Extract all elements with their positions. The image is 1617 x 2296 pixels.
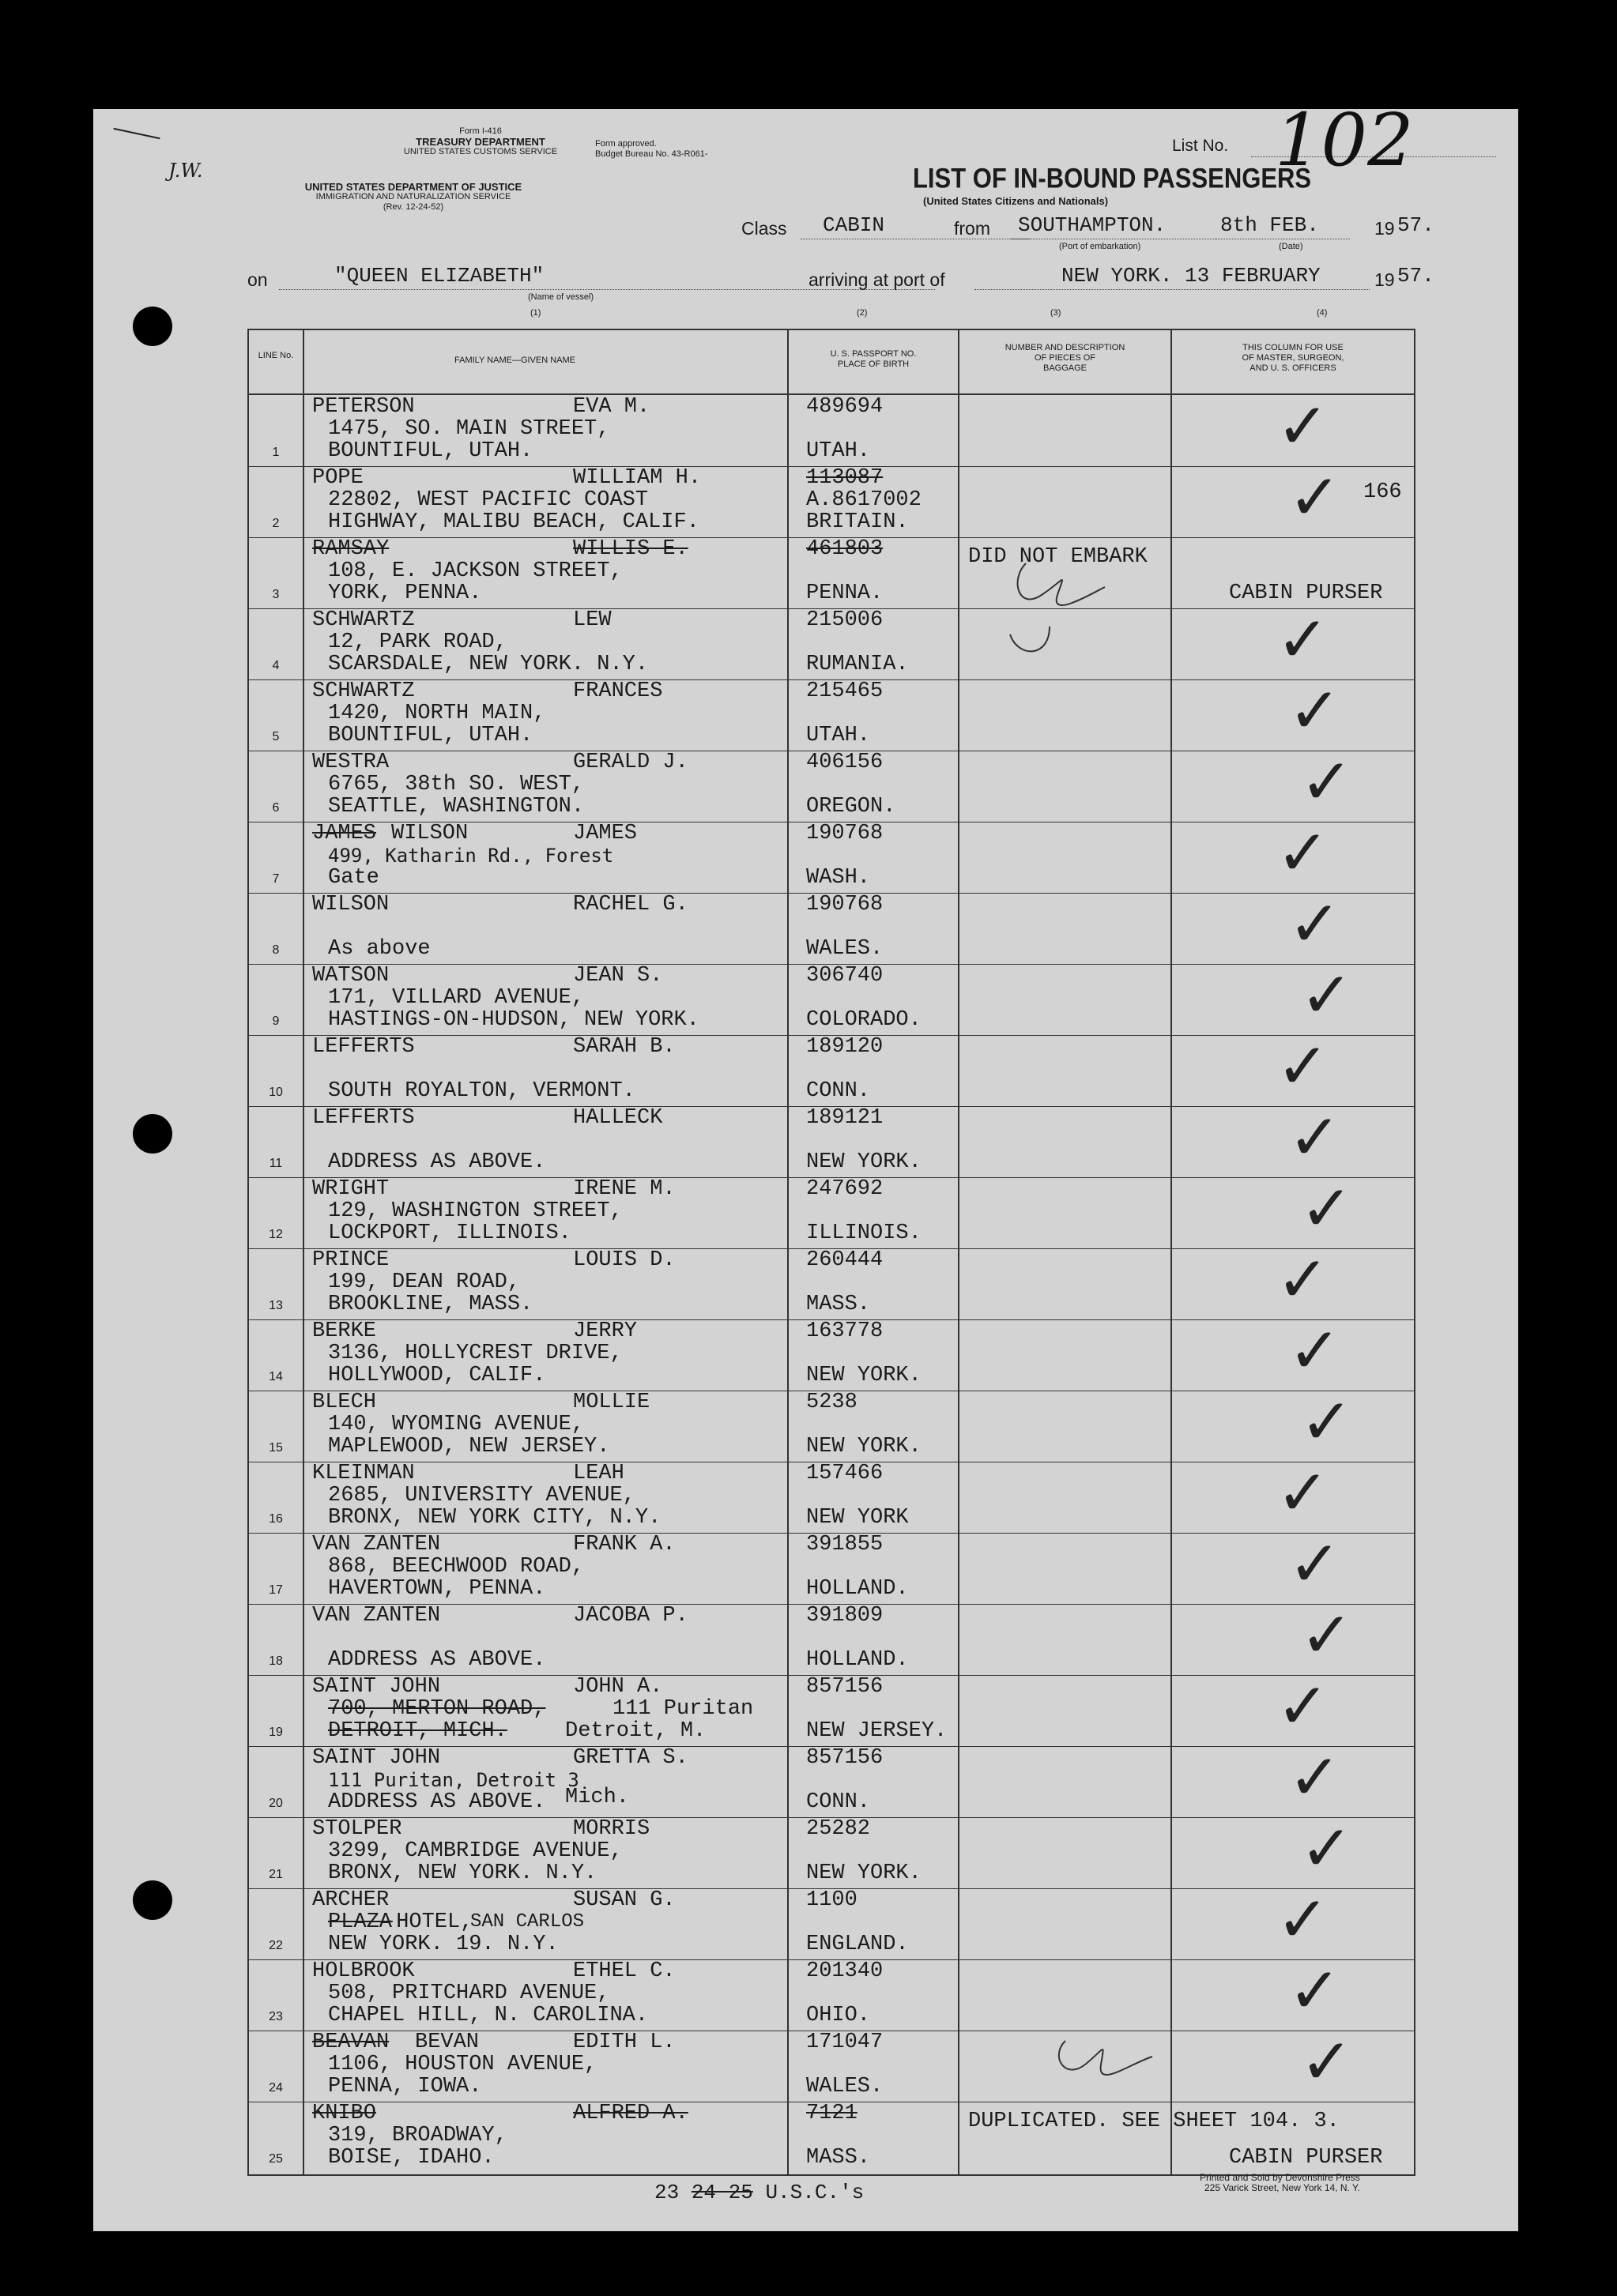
from-value: SOUTHAMPTON. bbox=[1018, 213, 1167, 237]
family-name: ARCHER bbox=[312, 1888, 390, 1912]
table-row bbox=[249, 603, 1414, 680]
page-title: LIST OF IN-BOUND PASSENGERS bbox=[913, 162, 1312, 194]
col-header-officers-label: AND U. S. OFFICERS bbox=[1250, 363, 1336, 373]
address-line-2: SOUTH ROYALTON, VERMONT. bbox=[328, 1079, 635, 1103]
address-line-2: HASTINGS-ON-HUDSON, NEW YORK. bbox=[328, 1008, 699, 1032]
place-of-birth: NEW YORK. bbox=[806, 1861, 922, 1885]
officer-check-mark: ✓ bbox=[1276, 1883, 1330, 1956]
passport-number-correction: A.8617002 bbox=[806, 488, 922, 512]
address-line-1-correction: -HOTEL, bbox=[383, 1910, 473, 1934]
line-number: 6 bbox=[272, 801, 280, 815]
place-of-birth: UTAH. bbox=[806, 724, 871, 747]
baggage-note: DUPLICATED. SEE SHEET 104. 3. bbox=[968, 2110, 1340, 2133]
col-header-baggage-label: OF PIECES OF bbox=[1034, 353, 1095, 363]
officer-check-mark: ✓ bbox=[1276, 1456, 1330, 1530]
given-name: LEW bbox=[573, 608, 612, 632]
list-no-label: List No. bbox=[1172, 137, 1229, 155]
table-row bbox=[249, 1243, 1414, 1320]
family-name-correction: WILSON bbox=[391, 822, 469, 845]
family-name: WRIGHT bbox=[312, 1177, 390, 1201]
given-name: WILLIS E. bbox=[573, 537, 688, 561]
passport-number: 391809 bbox=[806, 1604, 884, 1628]
place-of-birth: HOLLAND. bbox=[806, 1577, 909, 1601]
family-name: KLEINMAN bbox=[312, 1462, 415, 1485]
family-name: LEFFERTS bbox=[312, 1106, 415, 1130]
passport-number: 113087 bbox=[806, 466, 884, 490]
address-line-2: HIGHWAY, MALIBU BEACH, CALIF. bbox=[328, 510, 699, 534]
officer-check-mark: ✓ bbox=[1276, 1243, 1330, 1316]
place-of-birth: NEW YORK. bbox=[806, 1150, 922, 1174]
officer-check-mark: ✓ bbox=[1300, 2025, 1354, 2098]
col-header-officers-label: OF MASTER, SURGEON, bbox=[1242, 353, 1344, 363]
family-name: PETERSON bbox=[312, 395, 415, 419]
passport-number: 215465 bbox=[806, 679, 884, 703]
given-name: JAMES bbox=[573, 822, 638, 845]
family-name: BLECH bbox=[312, 1391, 377, 1414]
passport-number: 163778 bbox=[806, 1319, 884, 1343]
family-name: VAN ZANTEN bbox=[312, 1533, 441, 1556]
printer-credit bbox=[1200, 2173, 1360, 2193]
corner-tick bbox=[113, 128, 160, 139]
passport-number: 391855 bbox=[806, 1533, 884, 1556]
officer-check-mark: ✓ bbox=[1276, 603, 1330, 676]
officer-check-mark: ✓ bbox=[1300, 1598, 1354, 1672]
address-line-2: LOCKPORT, ILLINOIS. bbox=[328, 1221, 571, 1245]
column-number-4: (4) bbox=[1317, 308, 1328, 318]
place-of-birth: ILLINOIS. bbox=[806, 1221, 922, 1245]
revision-label: (Rev. 12-24-52) bbox=[383, 202, 444, 212]
place-of-birth: WALES. bbox=[806, 2075, 884, 2098]
passport-number: 461803 bbox=[806, 537, 884, 561]
line-number: 12 bbox=[269, 1228, 283, 1241]
table-row bbox=[249, 1314, 1414, 1391]
place-of-birth: MASS. bbox=[806, 1293, 871, 1316]
passport-number: 306740 bbox=[806, 964, 884, 988]
address-line-1-correction: SAN CARLOS bbox=[470, 1911, 585, 1933]
initials-mark: J.W. bbox=[168, 160, 203, 182]
line-number: 1 bbox=[272, 446, 280, 459]
family-name: POPE bbox=[312, 466, 364, 490]
line-number: 21 bbox=[269, 1868, 283, 1881]
date-value: 8th FEB. bbox=[1220, 213, 1319, 237]
page-subtitle: (United States Citizens and Nationals) bbox=[923, 195, 1109, 207]
passport-number: 157466 bbox=[806, 1462, 884, 1485]
table-row bbox=[249, 1172, 1414, 1249]
line-number: 20 bbox=[269, 1797, 283, 1810]
family-name: KNIBO bbox=[312, 2102, 377, 2125]
address-line-2: BROOKLINE, MASS. bbox=[328, 1293, 533, 1316]
table-row bbox=[249, 2025, 1414, 2102]
place-of-birth: NEW YORK. bbox=[806, 1435, 922, 1459]
officer-check-mark: ✓ bbox=[1300, 1812, 1354, 1885]
form-number: Form I-416 bbox=[459, 126, 502, 136]
family-name: STOLPER bbox=[312, 1817, 402, 1841]
table-row bbox=[249, 1598, 1414, 1676]
passport-number: 25282 bbox=[806, 1817, 871, 1841]
family-name: RAMSAY bbox=[312, 537, 390, 561]
line-number: 4 bbox=[272, 659, 280, 672]
place-of-birth: ENGLAND. bbox=[806, 1933, 909, 1956]
address-line-1: 319, BROADWAY, bbox=[328, 2124, 507, 2147]
from-label: from bbox=[954, 218, 990, 239]
arriving-label: arriving at port of bbox=[808, 269, 945, 290]
table-row bbox=[249, 390, 1414, 467]
given-name: HALLECK bbox=[573, 1106, 663, 1130]
passport-number: 406156 bbox=[806, 751, 884, 774]
table-row bbox=[249, 816, 1414, 894]
col-header-name: FAMILY NAME—GIVEN NAME bbox=[454, 356, 576, 365]
purser-signature-2 bbox=[1042, 2025, 1168, 2104]
col-header-line: LINE No. bbox=[258, 351, 294, 360]
officer-check-mark: ✓ bbox=[1288, 461, 1342, 534]
table-row bbox=[249, 2102, 1414, 2173]
line-number: 16 bbox=[269, 1512, 283, 1526]
arriving-value: NEW YORK. 13 FEBRUARY bbox=[1061, 264, 1321, 288]
line-number: 22 bbox=[269, 1939, 283, 1952]
given-name: GRETTA S. bbox=[573, 1746, 688, 1770]
officer-note: CABIN PURSER bbox=[1229, 582, 1383, 605]
address-line-2: As above bbox=[328, 937, 431, 961]
given-name: FRANK A. bbox=[573, 1533, 676, 1556]
passport-number: 260444 bbox=[806, 1248, 884, 1272]
col-header-birth-label: PLACE OF BIRTH bbox=[837, 359, 910, 369]
col-header-passport-label: U. S. PASSPORT NO. bbox=[830, 349, 917, 359]
punch-hole bbox=[133, 1114, 172, 1154]
given-name: MORRIS bbox=[573, 1817, 650, 1841]
address-line-2: ADDRESS AS ABOVE. bbox=[328, 1790, 546, 1814]
family-name: BEAVAN bbox=[312, 2031, 390, 2054]
col-header-officers-label: THIS COLUMN FOR USE bbox=[1242, 343, 1344, 352]
table-row bbox=[249, 537, 1414, 609]
table-row bbox=[249, 1954, 1414, 2031]
year2-value: 57. bbox=[1397, 264, 1434, 288]
address-line-1: 129, WASHINGTON STREET, bbox=[328, 1199, 623, 1223]
given-name: FRANCES bbox=[573, 679, 663, 703]
given-name: JACOBA P. bbox=[573, 1604, 688, 1628]
line-number: 13 bbox=[269, 1299, 283, 1312]
officer-check-mark: ✓ bbox=[1288, 1314, 1342, 1387]
officer-check-mark: ✓ bbox=[1276, 390, 1330, 463]
table-row bbox=[249, 1527, 1414, 1605]
address-line-2: SCARSDALE, NEW YORK. N.Y. bbox=[328, 653, 649, 676]
citizen-count-suffix: U.S.C.'s bbox=[765, 2181, 865, 2204]
address-line-2: YORK, PENNA. bbox=[328, 582, 482, 605]
passport-number: 189121 bbox=[806, 1106, 884, 1130]
purser-signature-1 bbox=[994, 548, 1136, 666]
address-line-1: 1420, NORTH MAIN, bbox=[328, 702, 546, 725]
address-line-1: 6765, 38th SO. WEST, bbox=[328, 773, 585, 796]
address-line-2: ADDRESS AS ABOVE. bbox=[328, 1150, 546, 1174]
col-header-baggage-label: BAGGAGE bbox=[1042, 363, 1087, 373]
place-of-birth: PENNA. bbox=[806, 582, 884, 605]
passport-number: 215006 bbox=[806, 608, 884, 632]
given-name: ETHEL C. bbox=[573, 1959, 676, 1983]
table-row bbox=[249, 1812, 1414, 1889]
manifest-page bbox=[93, 98, 1518, 2231]
passport-number: 201340 bbox=[806, 1959, 884, 1983]
citizen-count-struck: 24 25 bbox=[691, 2181, 753, 2204]
family-name: WILSON bbox=[312, 893, 390, 917]
line-number: 18 bbox=[269, 1654, 283, 1668]
punch-hole bbox=[133, 307, 172, 346]
officer-check-mark: ✓ bbox=[1300, 1172, 1354, 1245]
col-header-baggage-label: NUMBER AND DESCRIPTION bbox=[1004, 343, 1125, 352]
table-row bbox=[249, 745, 1414, 822]
family-name: LEFFERTS bbox=[312, 1035, 415, 1059]
place-of-birth: WALES. bbox=[806, 937, 884, 961]
place-of-birth: CONN. bbox=[806, 1079, 871, 1103]
family-name: WATSON bbox=[312, 964, 390, 988]
address-line-2: BRONX, NEW YORK CITY, N.Y. bbox=[328, 1506, 662, 1530]
class-label: Class bbox=[741, 218, 787, 239]
address-line-1: 3136, HOLLYCREST DRIVE, bbox=[328, 1342, 623, 1365]
line-number: 5 bbox=[272, 730, 280, 743]
line-number: 25 bbox=[269, 2152, 283, 2166]
place-of-birth: MASS. bbox=[806, 2146, 871, 2170]
officer-check-mark: ✓ bbox=[1276, 816, 1330, 890]
table-row bbox=[249, 1101, 1414, 1178]
passport-number: 7121 bbox=[806, 2102, 858, 2125]
line-number: 9 bbox=[272, 1014, 280, 1028]
table-row bbox=[249, 958, 1414, 1036]
line-number: 23 bbox=[269, 2010, 283, 2023]
address-line-1: 2685, UNIVERSITY AVENUE, bbox=[328, 1484, 635, 1507]
address-line-1: 111 Puritan, Detroit 3 bbox=[328, 1769, 579, 1791]
list-no-value: 102 bbox=[1275, 98, 1414, 183]
family-name: SAINT JOHN bbox=[312, 1675, 441, 1699]
col-header-baggage bbox=[964, 343, 1166, 374]
given-name: LEAH bbox=[573, 1462, 624, 1485]
approval-block bbox=[595, 139, 707, 160]
given-name: ALFRED A. bbox=[573, 2102, 688, 2125]
on-label: on bbox=[247, 269, 268, 290]
address-line-1: 700, MERTON ROAD, bbox=[328, 1697, 546, 1721]
place-of-birth: BRITAIN. bbox=[806, 510, 909, 534]
place-of-birth: WASH. bbox=[806, 866, 871, 890]
place-of-birth: HOLLAND. bbox=[806, 1648, 909, 1672]
column-number-2: (2) bbox=[857, 308, 868, 318]
address-line-2: Gate bbox=[328, 866, 379, 890]
treasury-label: TREASURY DEPARTMENT bbox=[416, 136, 545, 148]
address-line-2: NEW YORK. 19. N.Y. bbox=[328, 1933, 559, 1956]
given-name: GERALD J. bbox=[573, 751, 688, 774]
address-line-1: 868, BEECHWOOD ROAD, bbox=[328, 1555, 585, 1579]
citizen-count bbox=[654, 2181, 864, 2204]
address-line-1: 171, VILLARD AVENUE, bbox=[328, 986, 585, 1010]
address-line-1: 1106, HOUSTON AVENUE, bbox=[328, 2053, 597, 2076]
address-line-2: BRONX, NEW YORK. N.Y. bbox=[328, 1861, 597, 1885]
place-of-birth: OREGON. bbox=[806, 795, 896, 819]
officer-check-mark: ✓ bbox=[1288, 1954, 1342, 2027]
year-prefix: 19 bbox=[1374, 218, 1395, 239]
justice-block bbox=[247, 182, 579, 213]
form-block bbox=[362, 126, 599, 157]
date-caption: (Date) bbox=[1279, 242, 1303, 251]
line-number: 24 bbox=[269, 2081, 283, 2095]
line-number: 14 bbox=[269, 1370, 283, 1383]
officer-check-mark: ✓ bbox=[1288, 887, 1342, 961]
passport-number: 1100 bbox=[806, 1888, 858, 1912]
class-value: CABIN bbox=[823, 213, 885, 237]
line-number: 3 bbox=[272, 588, 280, 601]
table-row bbox=[249, 674, 1414, 751]
citizen-count-value: 23 bbox=[654, 2181, 680, 2204]
table-row bbox=[249, 1669, 1414, 1747]
passport-number: 190768 bbox=[806, 822, 884, 845]
family-name: PRINCE bbox=[312, 1248, 390, 1272]
line-number: 7 bbox=[272, 872, 280, 886]
officer-check-mark: ✓ bbox=[1288, 1741, 1342, 1814]
place-of-birth: NEW YORK bbox=[806, 1506, 909, 1530]
address-line-2-correction: Detroit, M. bbox=[565, 1719, 707, 1743]
family-name: JAMES bbox=[312, 822, 377, 845]
line-number: 11 bbox=[269, 1157, 283, 1170]
address-line-1: 108, E. JACKSON STREET, bbox=[328, 559, 623, 583]
col-header-passport bbox=[794, 349, 952, 370]
line-number: 19 bbox=[269, 1726, 283, 1739]
officer-check-mark: ✓ bbox=[1300, 1385, 1354, 1459]
approval-label: Form approved. bbox=[595, 139, 657, 149]
from-caption: (Port of embarkation) bbox=[1059, 242, 1141, 251]
table-row bbox=[249, 1741, 1414, 1818]
address-line-1-correction: 111 Puritan bbox=[612, 1697, 754, 1721]
budget-label: Budget Bureau No. 43-R061- bbox=[595, 149, 708, 159]
address-line-2-correction: Mich. bbox=[565, 1786, 630, 1809]
officer-check-mark: ✓ bbox=[1288, 1527, 1342, 1601]
given-name: MOLLIE bbox=[573, 1391, 650, 1414]
given-name: SUSAN G. bbox=[573, 1888, 676, 1912]
officer-check-mark: ✓ bbox=[1300, 745, 1354, 819]
place-of-birth: OHIO. bbox=[806, 2004, 871, 2027]
officer-number: 166 bbox=[1363, 480, 1402, 504]
vessel-caption: (Name of vessel) bbox=[528, 292, 594, 302]
address-line-1: 508, PRITCHARD AVENUE, bbox=[328, 1982, 610, 2005]
place-of-birth: NEW YORK. bbox=[806, 1364, 922, 1387]
address-line-2: ADDRESS AS ABOVE. bbox=[328, 1648, 546, 1672]
passenger-table bbox=[247, 329, 1415, 2176]
passport-number: 857156 bbox=[806, 1675, 884, 1699]
table-row bbox=[249, 461, 1414, 538]
passport-number: 5238 bbox=[806, 1391, 858, 1414]
line-number: 2 bbox=[272, 517, 280, 530]
column-number-1: (1) bbox=[530, 308, 541, 318]
address-line-2: CHAPEL HILL, N. CAROLINA. bbox=[328, 2004, 649, 2027]
given-name: RACHEL G. bbox=[573, 893, 688, 917]
printer-address: 225 Varick Street, New York 14, N. Y. bbox=[1204, 2182, 1360, 2193]
address-line-1: 1475, SO. MAIN STREET, bbox=[328, 417, 610, 441]
given-name: JOHN A. bbox=[573, 1675, 663, 1699]
place-of-birth: COLORADO. bbox=[806, 1008, 922, 1032]
address-line-2: HOLLYWOOD, CALIF. bbox=[328, 1364, 546, 1387]
address-line-1: 140, WYOMING AVENUE, bbox=[328, 1413, 585, 1436]
justice-label: UNITED STATES DEPARTMENT OF JUSTICE bbox=[304, 181, 522, 193]
given-name: SARAH B. bbox=[573, 1035, 676, 1059]
officer-check-mark: ✓ bbox=[1288, 1101, 1342, 1174]
year2-prefix: 19 bbox=[1374, 269, 1395, 290]
family-name: SCHWARTZ bbox=[312, 608, 415, 632]
given-name: JERRY bbox=[573, 1319, 638, 1343]
address-line-2: DETROIT, MICH. bbox=[328, 1719, 507, 1743]
vessel-value: "QUEEN ELIZABETH" bbox=[334, 264, 545, 288]
passport-number: 190768 bbox=[806, 893, 884, 917]
place-of-birth: CONN. bbox=[806, 1790, 871, 1814]
line-number: 10 bbox=[269, 1086, 283, 1099]
line-number: 17 bbox=[269, 1583, 283, 1597]
family-name: SAINT JOHN bbox=[312, 1746, 441, 1770]
passport-number: 247692 bbox=[806, 1177, 884, 1201]
year-value: 57. bbox=[1397, 213, 1434, 237]
given-name: LOUIS D. bbox=[573, 1248, 676, 1272]
passport-number: 857156 bbox=[806, 1746, 884, 1770]
passport-number: 171047 bbox=[806, 2031, 884, 2054]
arriving-line bbox=[974, 289, 1370, 290]
family-name: BERKE bbox=[312, 1319, 377, 1343]
given-name: EDITH L. bbox=[573, 2031, 676, 2054]
officer-check-mark: ✓ bbox=[1300, 958, 1354, 1032]
officer-check-mark: ✓ bbox=[1276, 1029, 1330, 1103]
address-line-2: MAPLEWOOD, NEW JERSEY. bbox=[328, 1435, 610, 1459]
table-row bbox=[249, 1883, 1414, 1960]
place-of-birth: UTAH. bbox=[806, 439, 871, 463]
given-name: JEAN S. bbox=[573, 964, 663, 988]
passport-number: 189120 bbox=[806, 1035, 884, 1059]
ins-label: IMMIGRATION AND NATURALIZATION SERVICE bbox=[315, 192, 511, 201]
address-line-1: PLAZA bbox=[328, 1910, 393, 1934]
address-line-2: BOUNTIFUL, UTAH. bbox=[328, 439, 533, 463]
address-line-2: PENNA, IOWA. bbox=[328, 2075, 482, 2098]
table-row bbox=[249, 1029, 1414, 1107]
column-number-3: (3) bbox=[1050, 308, 1061, 318]
customs-label: UNITED STATES CUSTOMS SERVICE bbox=[403, 147, 558, 156]
passport-number: 489694 bbox=[806, 395, 884, 419]
family-name: HOLBROOK bbox=[312, 1959, 415, 1983]
address-line-1: 199, DEAN ROAD, bbox=[328, 1270, 521, 1294]
table-body bbox=[249, 390, 1414, 2173]
line-number: 8 bbox=[272, 943, 280, 957]
address-line-2: SEATTLE, WASHINGTON. bbox=[328, 795, 585, 819]
place-of-birth: RUMANIA. bbox=[806, 653, 909, 676]
address-line-1: 3299, CAMBRIDGE AVENUE, bbox=[328, 1839, 623, 1863]
place-of-birth: NEW JERSEY. bbox=[806, 1719, 948, 1743]
col-header-officers bbox=[1175, 343, 1411, 374]
table-row bbox=[249, 1456, 1414, 1534]
given-name: IRENE M. bbox=[573, 1177, 676, 1201]
officer-check-mark: ✓ bbox=[1288, 674, 1342, 747]
given-name: WILLIAM H. bbox=[573, 466, 702, 490]
officer-note: CABIN PURSER bbox=[1229, 2146, 1383, 2170]
given-name: EVA M. bbox=[573, 395, 650, 419]
table-row bbox=[249, 887, 1414, 965]
printer-line: Printed and Sold by Devonshire Press bbox=[1200, 2172, 1360, 2183]
officer-check-mark: ✓ bbox=[1276, 1669, 1330, 1743]
family-name-correction: BEVAN bbox=[415, 2031, 480, 2054]
line-number: 15 bbox=[269, 1441, 283, 1455]
family-name: WESTRA bbox=[312, 751, 390, 774]
table-row bbox=[249, 1385, 1414, 1462]
baggage-note: DID NOT EMBARK bbox=[968, 545, 1148, 569]
address-line-1: 499, Katharin Rd., Forest bbox=[328, 845, 614, 867]
punch-hole bbox=[133, 1880, 172, 1920]
address-line-2: BOUNTIFUL, UTAH. bbox=[328, 724, 533, 747]
address-line-2: HAVERTOWN, PENNA. bbox=[328, 1577, 546, 1601]
address-line-1: 22802, WEST PACIFIC COAST bbox=[328, 488, 649, 512]
address-line-1: 12, PARK ROAD, bbox=[328, 630, 507, 654]
address-line-2: BOISE, IDAHO. bbox=[328, 2146, 495, 2170]
family-name: SCHWARTZ bbox=[312, 679, 415, 703]
family-name: VAN ZANTEN bbox=[312, 1604, 441, 1628]
